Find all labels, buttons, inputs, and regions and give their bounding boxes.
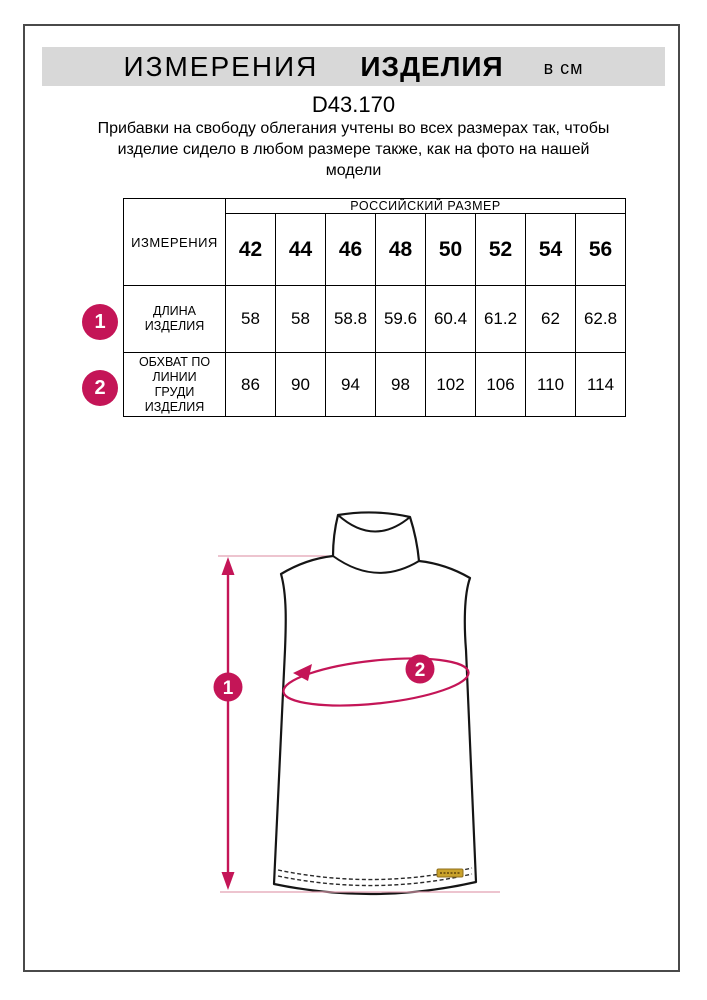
- fit-note: [0, 118, 707, 181]
- value-cell: 60.4: [426, 286, 476, 353]
- size-table-container: [94, 198, 626, 417]
- length-arrow-head-top: [222, 557, 235, 575]
- value-cell: 62: [526, 286, 576, 353]
- article-number: D43.170: [311, 92, 396, 117]
- value-cell: 58.8: [326, 286, 376, 353]
- size-cell: 48: [376, 214, 426, 286]
- size-table: [123, 198, 626, 417]
- header-title: ИЗМЕРЕНИЯ: [123, 50, 319, 82]
- diagram-marker-1-number: 1: [222, 678, 234, 699]
- value-cell: 114: [576, 353, 626, 417]
- measurement-label: ДЛИНА ИЗДЕЛИЯ: [124, 286, 226, 353]
- value-cell: 86: [226, 353, 276, 417]
- value-cell: 106: [476, 353, 526, 417]
- fit-note-line: Прибавки на свободу облегания учтены во всех размерах так, чтобы: [97, 120, 610, 137]
- table-row: [124, 199, 626, 214]
- size-cell: 52: [476, 214, 526, 286]
- value-cell: 90: [276, 353, 326, 417]
- value-cell: 61.2: [476, 286, 526, 353]
- value-cell: 58: [276, 286, 326, 353]
- size-cell: 44: [276, 214, 326, 286]
- value-cell: 110: [526, 353, 576, 417]
- size-cell: 56: [576, 214, 626, 286]
- value-cell: 98: [376, 353, 426, 417]
- row-marker-2-number: 2: [94, 376, 106, 399]
- diagram-marker-2-number: 2: [414, 660, 426, 681]
- value-cell: 59.6: [376, 286, 426, 353]
- header-units: в см: [543, 58, 584, 78]
- fit-note-line: модели: [325, 162, 382, 179]
- size-cell: 42: [226, 214, 276, 286]
- row-marker-2: [82, 370, 118, 406]
- row-marker-1: [82, 304, 118, 340]
- value-cell: 58: [226, 286, 276, 353]
- size-cell: 46: [326, 214, 376, 286]
- header-title-bold: ИЗДЕЛИЯ: [360, 50, 504, 82]
- measurement-label: ОБХВАТ ПО ЛИНИИ ГРУДИ ИЗДЕЛИЯ: [124, 353, 226, 417]
- size-cell: 50: [426, 214, 476, 286]
- table-row: [124, 286, 626, 353]
- row-marker-1-number: 1: [94, 310, 106, 333]
- value-cell: 102: [426, 353, 476, 417]
- garment-diagram: [190, 495, 510, 905]
- size-group-header-cell: РОССИЙСКИЙ РАЗМЕР: [226, 199, 626, 214]
- length-arrow-head-bottom: [222, 872, 235, 890]
- measurements-header-cell: ИЗМЕРЕНИЯ: [124, 199, 226, 286]
- size-cell: 54: [526, 214, 576, 286]
- value-cell: 94: [326, 353, 376, 417]
- fit-note-line: изделие сидело в любом размере также, как на фото на нашей: [117, 141, 590, 158]
- value-cell: 62.8: [576, 286, 626, 353]
- table-row: [124, 353, 626, 417]
- header-bar: [42, 47, 665, 86]
